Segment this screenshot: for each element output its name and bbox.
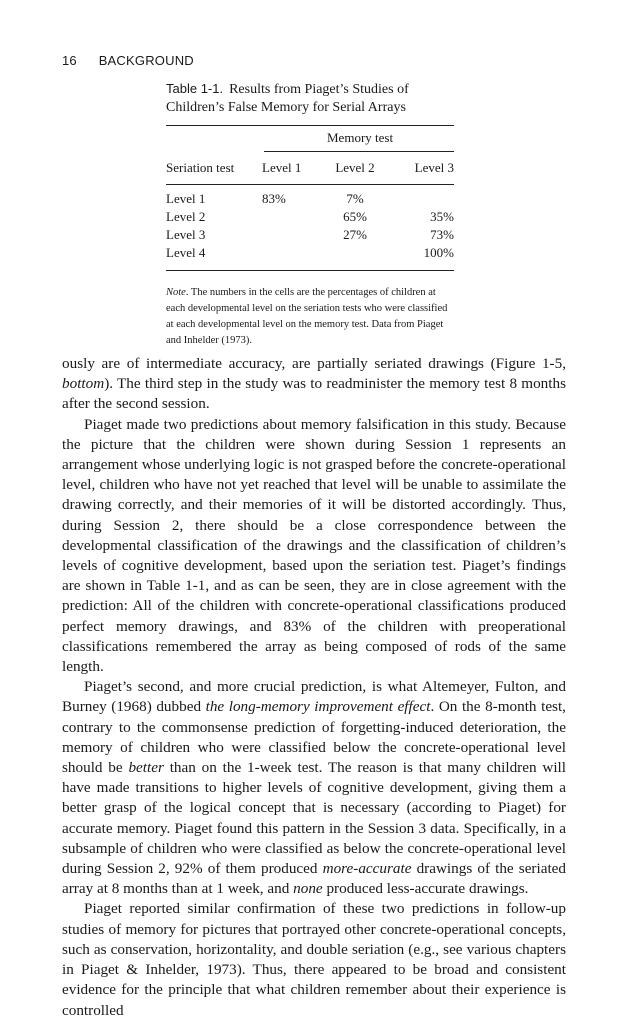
emphasis-text: better [128, 759, 164, 777]
emphasis-text: more-accurate [322, 860, 412, 878]
memory-test-header: Memory test [327, 130, 394, 145]
table-caption [166, 80, 454, 117]
table-row [166, 208, 454, 226]
table-note [166, 285, 454, 349]
note-label: Note [166, 287, 186, 298]
emphasis-text: bottom [62, 375, 105, 393]
table-row [166, 244, 454, 270]
table-cell: 35% [430, 209, 454, 224]
paragraph [62, 899, 566, 1020]
paragraph [62, 415, 566, 678]
text-run: . On the 8-month test, contrary to the commonsense prediction of forgetting-induced deterioration, the memory of children who were classified below the concrete-operational level should be [62, 698, 566, 777]
body-text [62, 354, 566, 1021]
row-label: Level 4 [166, 245, 206, 260]
table-title: Results from Piaget’s Studies of Children’s False Memory for Serial Arrays [166, 82, 409, 115]
table-cell: 7% [346, 191, 364, 206]
paragraph [62, 354, 566, 415]
paragraph [62, 677, 566, 899]
row-header: Seriation test [166, 160, 235, 175]
column-header: Level 1 [262, 160, 302, 175]
table-cell: 73% [430, 227, 454, 242]
row-label: Level 3 [166, 227, 206, 242]
text-run: drawings of the seriated array at 8 months than at 1 week, and [62, 860, 567, 898]
text-run: produced less-accurate drawings. [322, 880, 529, 898]
text-run: Piaget reported similar confirmation of these two predictions in follow-up studies of memory for pictures that portrayed other concrete-operational concepts, such as conservation, horizontality, and double seriation (e.g., see various chapters in Piaget & Inhelder, 1973). Thus, there appeared to be broad and consistent evidence for the principle that what children remember about their experience is controlled [62, 900, 566, 1019]
table-cell: 83% [262, 191, 286, 206]
table-row [166, 226, 454, 244]
text-run: ). The third step in the study was to readminister the memory test 8 months after the second session. [62, 375, 566, 413]
table-label: Table 1-1. [166, 81, 224, 96]
table-cell: 100% [423, 245, 454, 260]
column-header: Level 3 [414, 160, 454, 175]
table-cell [318, 244, 392, 270]
header-rule [166, 184, 454, 185]
text-run: ously are of intermediate accuracy, are partially seriated drawings (Figure 1-5, [62, 355, 566, 372]
table-cell [262, 226, 318, 244]
column-header: Level 2 [335, 160, 375, 175]
row-label: Level 2 [166, 209, 206, 224]
results-table [166, 152, 454, 270]
text-run: than on the 1-week test. The reason is that many children will have made transitions to higher levels of cognitive development, giving them a better grasp of the logical concept that is necessary (according to Piaget) for accurate memory. Piaget found this pattern in the Session 3 data. Specifically, in a subsample of children who were classified as below the concrete-operational level during Session 2, 92% of them produced [62, 759, 566, 878]
table-row [166, 190, 454, 208]
text-run: Piaget made two predictions about memory falsification in this study. Because the picture that the children were shown during Session 1 represents an arrangement whose underlying logic is not grasped before the concrete-operational level, children who have not yet reached that level will be unable to assimilate the drawing correctly, and their memories of it will be distorted accordingly. Thus, during Session 2, there should be a close correspondence between the developmental classification of the drawings and the classification of children’s levels of cognitive development, based upon the seriation test. Piaget’s findings are shown in Table 1-1, and as can be seen, they are in close agreement with the prediction: All of the children with concrete-operational classifications produced perfect memory drawings, and 83% of the children with preoperational classifications remembered the array as being composed of rods of the same length. [62, 415, 566, 676]
note-text: . The numbers in the cells are the percentages of children at each developmental level on the seriation tests who were classified at each developmental level on the memory test. Data from Piaget and Inhelder (1973). [166, 287, 448, 346]
emphasis-text: the long-memory improvement effect [205, 698, 431, 716]
running-header [62, 53, 194, 68]
table-cell: 27% [343, 227, 367, 242]
page-number: 16 [62, 53, 77, 68]
table-group-header [166, 126, 454, 152]
table-cell [262, 208, 318, 226]
table-cell [392, 190, 454, 208]
table-bottom-rule [166, 270, 454, 271]
table-column-headers [166, 152, 454, 184]
table-cell: 65% [343, 209, 367, 224]
section-title: BACKGROUND [98, 53, 194, 68]
table-cell [262, 244, 318, 270]
emphasis-text: none [293, 880, 323, 898]
group-header-rule [264, 151, 454, 152]
row-label: Level 1 [166, 191, 206, 206]
text-run: Piaget’s second, and more crucial prediction, is what Altemeyer, Fulton, and Burney (1968) dubbed [62, 678, 566, 716]
table-1-1 [166, 80, 454, 349]
